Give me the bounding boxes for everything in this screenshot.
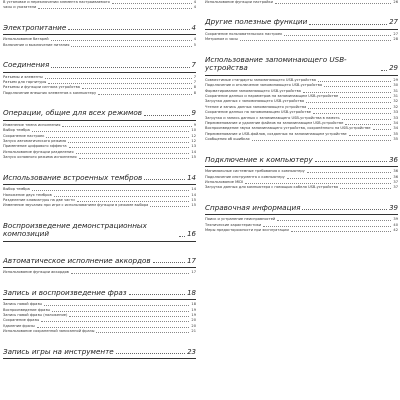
section-heading[interactable] — [3, 252, 196, 266]
entry-page-number: 8 — [193, 85, 196, 90]
entry-title: Использование функции аккордов — [3, 270, 69, 275]
dot-leader — [349, 135, 392, 136]
entry-page-number: 10 — [191, 128, 196, 133]
toc-section — [205, 151, 398, 199]
entry-page-number: 19 — [191, 307, 196, 312]
section-heading[interactable] — [3, 56, 196, 70]
dot-leader — [318, 81, 392, 82]
entry-title: Включение и выключение питания — [3, 42, 70, 47]
dot-leader — [48, 83, 191, 84]
toc-entry[interactable] — [3, 43, 196, 48]
entry-title: Использование батарей — [3, 37, 49, 42]
entry-title: Выбор тембра — [3, 128, 30, 133]
entry-title: Совместимые стандарты запоминающего USB-устройства — [205, 77, 316, 82]
entry-page-number: 36 — [393, 169, 398, 174]
toc-entry[interactable] — [3, 5, 196, 10]
dot-leader — [79, 158, 190, 159]
entry-title: Изменение темпа исполнения — [3, 122, 61, 127]
section-title: Автоматическое исполнение аккордов — [3, 255, 151, 265]
section-rule — [3, 72, 196, 73]
entry-title: Воспроизведение фразы — [3, 307, 51, 312]
entry-page-number: 39 — [393, 217, 398, 222]
entry-page-number: 15 — [191, 203, 196, 208]
entry-page-number: 13 — [191, 144, 196, 149]
entry-page-number: 18 — [191, 302, 196, 307]
toc-entry[interactable] — [205, 137, 398, 142]
dot-leader — [308, 108, 391, 109]
dot-leader — [69, 147, 190, 148]
entry-page-number: 36 — [393, 174, 398, 179]
entry-page-number: 31 — [393, 88, 398, 93]
toc-section — [3, 343, 196, 370]
dot-leader — [46, 137, 189, 138]
section-title: Использование запоминающего USB-устройства — [205, 54, 347, 73]
entry-page-number: 9 — [193, 122, 196, 127]
dot-leader — [252, 140, 392, 141]
dot-leader — [245, 183, 391, 184]
toc-entry[interactable] — [3, 155, 196, 160]
section-rule — [3, 241, 196, 242]
section-title: Запись игры на инструменте — [3, 346, 114, 356]
dot-leader — [179, 236, 185, 237]
entry-page-number: 40 — [393, 222, 398, 227]
section-heading[interactable] — [205, 13, 398, 27]
toc-left-column — [3, 0, 196, 369]
entry-page-number: 34 — [393, 126, 398, 131]
entry-page-number: 17 — [191, 270, 196, 275]
entry-page-number: 4 — [193, 5, 196, 10]
dot-leader — [373, 129, 392, 130]
entry-page-number: 20 — [191, 318, 196, 323]
toc-section — [205, 13, 398, 50]
dot-leader — [116, 353, 185, 354]
entry-page-number: 42 — [393, 228, 398, 233]
entry-title: Запись новой фразы — [3, 302, 43, 307]
entry-title: Использование функции настройки — [205, 0, 274, 4]
entry-title: Запись новой фразы (наложение) — [3, 312, 68, 317]
dot-leader — [38, 8, 191, 9]
entry-title: Подключение внешних элементов к компьютеру — [3, 90, 97, 95]
entry-title: Сохранение настроек — [3, 133, 45, 138]
entry-title: Использование MIDI — [205, 179, 244, 184]
dot-leader — [69, 316, 189, 317]
dot-leader — [77, 201, 190, 202]
toc-section — [3, 252, 196, 284]
entry-title: Воспроизведение звука запоминающего устройства, сохранённого на USB-устройстве — [205, 126, 371, 131]
entry-title: Разъем для гарнитуры — [3, 80, 47, 85]
entry-title: Запуск автоматического режима — [3, 138, 67, 143]
entry-page-number: 30 — [393, 83, 398, 88]
toc-entry[interactable] — [3, 329, 196, 334]
entry-title: Подключение инструмента к компьютеру — [205, 174, 285, 179]
section-page-number: 9 — [191, 109, 196, 118]
section-title: Другие полезные функции — [205, 17, 308, 27]
dot-leader — [112, 3, 192, 4]
section-heading[interactable] — [3, 169, 196, 183]
dot-leader — [309, 24, 387, 25]
section-rule — [205, 166, 398, 167]
entry-title: Переименование и удаление файлов на запоминающем USB-устройстве — [205, 120, 344, 125]
dot-leader — [324, 86, 391, 87]
entry-page-number: 15 — [191, 155, 196, 160]
section-rule — [3, 34, 196, 35]
entry-title: Изменение звучания при игре с использованием функции в режиме выбора — [3, 203, 149, 208]
entry-page-number: 33 — [393, 115, 398, 120]
toc-section — [3, 0, 196, 19]
dot-leader — [150, 206, 189, 207]
section-title: Электропитание — [3, 22, 67, 32]
section-rule — [205, 29, 398, 30]
entry-title: Наложение двух тембров — [3, 192, 52, 197]
entry-page-number: 37 — [393, 185, 398, 190]
section-page-number: 14 — [187, 173, 196, 182]
toc-entry[interactable] — [205, 0, 398, 5]
dot-leader — [32, 131, 190, 132]
section-title: Соединения — [3, 60, 50, 70]
dot-leader — [71, 46, 191, 47]
entry-page-number: 4 — [193, 37, 196, 42]
section-heading[interactable] — [3, 343, 196, 357]
toc-section — [3, 217, 196, 252]
dot-leader — [45, 78, 192, 79]
entry-title: Удаление фразы — [3, 323, 35, 328]
section-page-number: 29 — [389, 64, 398, 73]
entry-page-number: 35 — [393, 137, 398, 142]
toc-entry[interactable] — [205, 228, 398, 233]
entry-title: Поиск и устранение неисправностей — [205, 217, 276, 222]
entry-title: Метроном и часы — [205, 37, 238, 42]
entry-title: Разъемы и функции сигнала устройства — [3, 85, 80, 90]
toc-entry[interactable] — [3, 91, 196, 96]
dot-leader — [51, 67, 189, 68]
dot-leader — [313, 113, 391, 114]
entry-page-number: 37 — [393, 179, 398, 184]
entry-title: Переименование и USB-файлов, созданных на запоминающем устройстве — [205, 131, 347, 136]
toc-section — [3, 104, 196, 168]
entry-title: Загрузка данных с запоминающего USB-устройства — [205, 99, 305, 104]
dot-leader — [263, 226, 391, 227]
entry-page-number: 14 — [191, 192, 196, 197]
dot-leader — [340, 97, 391, 98]
section-heading[interactable] — [205, 199, 398, 213]
dot-leader — [287, 178, 392, 179]
entry-title: Разделение клавиатуры на две части — [3, 197, 75, 202]
entry-page-number: 35 — [393, 131, 398, 136]
section-rule — [205, 214, 398, 215]
entry-title: Меры предосторожности при эксплуатации — [205, 228, 289, 233]
toc-section — [205, 51, 398, 151]
section-page-number: 27 — [389, 18, 398, 27]
toc-section — [3, 284, 196, 343]
entry-title: Подключение и отключение запоминающего USB-устройства — [205, 83, 323, 88]
section-rule — [3, 299, 196, 300]
section-page-number: 36 — [389, 155, 398, 164]
dot-leader — [44, 305, 189, 306]
entry-title: Загрузка данных для компьютера с помощью кабеля USB-устройства — [205, 185, 339, 190]
dot-leader — [62, 126, 191, 127]
section-page-number: 7 — [191, 61, 196, 70]
dot-leader — [284, 35, 391, 36]
entry-page-number: 33 — [393, 110, 398, 115]
dot-leader — [291, 231, 392, 232]
entry-page-number: 28 — [393, 37, 398, 42]
dot-leader — [68, 29, 189, 30]
section-heading[interactable] — [3, 19, 196, 33]
section-title: Подключение к компьютеру — [205, 154, 313, 164]
dot-leader — [96, 332, 189, 333]
entry-title: Запуск основного режима исполнения — [3, 155, 77, 160]
dot-leader — [240, 40, 392, 41]
dot-leader — [129, 294, 185, 295]
dot-leader — [303, 92, 391, 93]
entry-page-number: 12 — [191, 138, 196, 143]
entry-title: В установке и переключении элемента настраиваемого — [3, 0, 110, 4]
dot-leader — [144, 115, 189, 116]
dot-leader — [68, 142, 189, 143]
dot-leader — [153, 262, 185, 263]
entry-page-number: 5 — [193, 42, 196, 47]
section-page-number: 39 — [389, 203, 398, 212]
entry-title: Сообщения об ошибках — [205, 137, 250, 142]
dot-leader — [54, 196, 190, 197]
entry-page-number: 26 — [393, 0, 398, 4]
dot-leader — [144, 179, 185, 180]
toc-section — [205, 0, 398, 13]
section-title: Воспроизведение демонстрационных композиций — [3, 220, 147, 239]
dot-leader — [306, 102, 391, 103]
dot-leader — [340, 188, 391, 189]
entry-page-number: 31 — [393, 93, 398, 98]
entry-title: Сохранение фразы — [3, 318, 40, 323]
entry-title: Минимальные системные требования к компьютеру — [205, 169, 305, 174]
section-page-number: 16 — [187, 230, 196, 239]
entry-title: Использование функции разделения — [3, 149, 74, 154]
entry-title: Загрузка и запись данных с запоминающего USB-устройства в память — [205, 115, 340, 120]
entry-title: часы и указатели — [3, 5, 37, 10]
section-rule — [3, 267, 196, 268]
section-title: Справочная информация — [205, 202, 301, 212]
section-heading[interactable] — [3, 217, 196, 239]
toc-entry[interactable] — [205, 37, 398, 42]
entry-title: Использование сохраненной записанной фразы — [3, 329, 95, 334]
dot-leader — [307, 172, 392, 173]
dot-leader — [32, 190, 190, 191]
toc-entry[interactable] — [3, 203, 196, 208]
dot-leader — [41, 321, 189, 322]
dot-leader — [315, 161, 387, 162]
section-page-number: 17 — [187, 256, 196, 265]
dot-leader — [342, 119, 392, 120]
entry-page-number: 21 — [191, 329, 196, 334]
dot-leader — [82, 88, 192, 89]
entry-page-number: 27 — [393, 31, 398, 36]
entry-title: Форматирование запоминающего USB-устройства — [205, 88, 301, 93]
dot-leader — [71, 273, 190, 274]
entry-page-number: 14 — [191, 187, 196, 192]
section-rule — [205, 75, 398, 76]
entry-title: Сохранение данных и параметров на запоминающем USB-устройстве — [205, 93, 339, 98]
dot-leader — [302, 209, 387, 210]
toc-section — [3, 169, 196, 217]
entry-title: Выбор тембра — [3, 187, 30, 192]
section-rule — [3, 184, 196, 185]
entry-title: Чтение и запись данных запоминающего устройства — [205, 104, 307, 109]
entry-page-number: 20 — [191, 323, 196, 328]
section-heading[interactable] — [3, 104, 196, 118]
entry-page-number: 32 — [393, 99, 398, 104]
section-page-number: 4 — [191, 23, 196, 32]
entry-page-number: 19 — [191, 312, 196, 317]
toc-section — [3, 19, 196, 56]
toc-entry[interactable] — [3, 270, 196, 275]
toc-section — [3, 56, 196, 104]
entry-page-number: 32 — [393, 104, 398, 109]
toc-entry[interactable] — [205, 185, 398, 190]
dot-leader — [277, 220, 391, 221]
entry-page-number: 7 — [193, 80, 196, 85]
section-rule — [3, 358, 196, 359]
entry-title: Применение цифрового эффекта — [3, 144, 67, 149]
dot-leader — [98, 94, 192, 95]
dot-leader — [52, 311, 189, 312]
entry-title: Разъемы и элементы — [3, 74, 43, 79]
toc-section — [205, 199, 398, 242]
section-heading[interactable] — [3, 284, 196, 298]
entry-page-number: 12 — [191, 133, 196, 138]
section-title: Операции, общие для всех режимов — [3, 108, 143, 118]
section-title: Использование встроенных тембров — [3, 172, 143, 182]
section-page-number: 18 — [187, 288, 196, 297]
section-heading[interactable] — [205, 51, 398, 73]
entry-page-number: 7 — [193, 74, 196, 79]
dot-leader — [345, 124, 391, 125]
dot-leader — [275, 3, 391, 4]
dot-leader — [37, 327, 190, 328]
entry-page-number: 29 — [393, 77, 398, 82]
entry-page-number: 4 — [193, 0, 196, 4]
section-rule — [3, 120, 196, 121]
section-heading[interactable] — [205, 151, 398, 165]
entry-title: Сохранение данных на запоминающем USB-устройстве — [205, 110, 311, 115]
entry-title: Технические характеристики — [205, 222, 262, 227]
entry-page-number: 8 — [193, 90, 196, 95]
toc-right-column — [205, 0, 398, 241]
entry-title: Сохранение пользовательских настроек — [205, 31, 283, 36]
dot-leader — [381, 70, 387, 71]
dot-leader — [76, 153, 190, 154]
section-page-number: 23 — [187, 347, 196, 356]
section-title: Запись и воспроизведение фраз — [3, 287, 127, 297]
entry-page-number: 15 — [191, 197, 196, 202]
entry-page-number: 34 — [393, 120, 398, 125]
entry-page-number: 14 — [191, 149, 196, 154]
dot-leader — [51, 40, 192, 41]
